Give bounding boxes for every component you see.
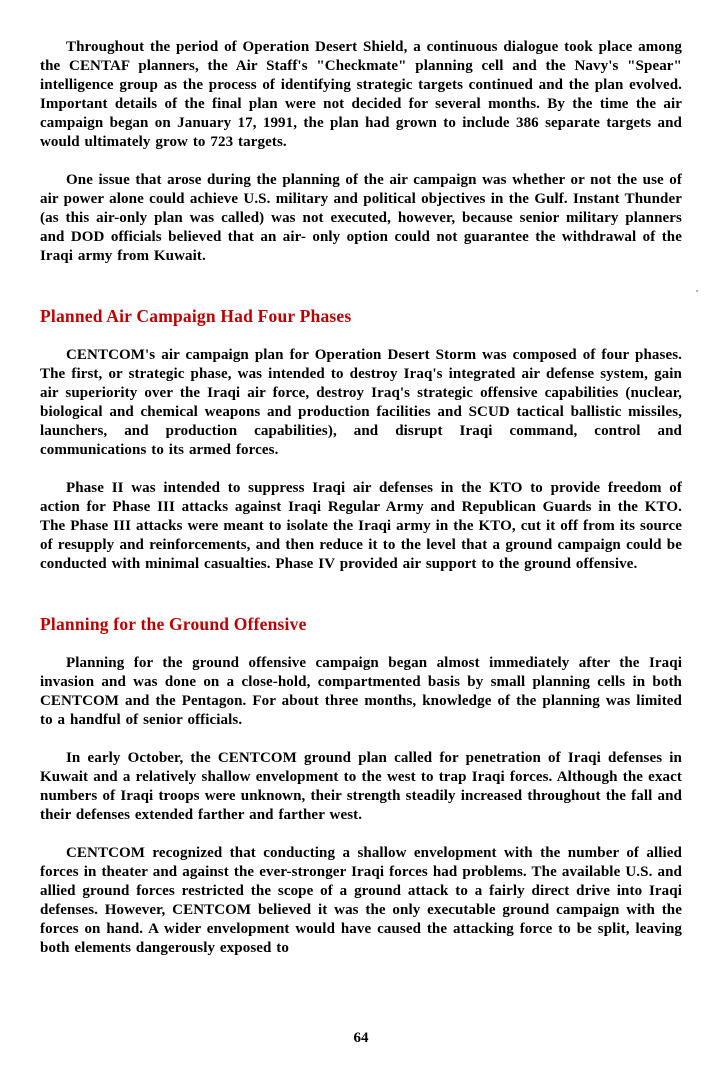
paragraph-desert-shield-dialogue: Throughout the period of Operation Desert Shield, a continuous dialogue took place among the CENTAF planners, the Air Staff's "Checkmate" planning cell and the Navy's "Spear" intelligence group as the process of identifying strategic targets continued and the plan evolved. Important details of the final plan were not decided for several months. By the time the air campaign began on January 17, 1991, the plan had grown to include 386 separate targets and would ultimately grow to 723 targets. [40, 39, 682, 150]
section-heading-ground-offensive: Planning for the Ground Offensive [40, 614, 307, 634]
section-heading-air-campaign-phases: Planned Air Campaign Had Four Phases [40, 306, 352, 326]
paragraph-october-ground-plan: In early October, the CENTCOM ground plan called for penetration of Iraqi defenses in Kuwait and a relatively shallow envelopment to the west to trap Iraqi forces. Although the exact numbers of Iraqi troops were unknown, their strength steadily increased throughout the fall and their defenses extended farther and farther west. [40, 750, 682, 823]
paragraph-shallow-envelopment-problems: CENTCOM recognized that conducting a shallow envelopment with the number of allied forces in theater and against the ever-stronger Iraqi forces had problems. The available U.S. and allied ground forces restricted the scope of a ground attack to a fairly direct drive into Iraqi defenses. However, CENTCOM believed it was the only executable ground campaign with the forces on hand. A wider envelopment would have caused the attacking force to be split, leaving both elements dangerously exposed to [40, 845, 682, 956]
paragraph-phase-two-three-four: Phase II was intended to suppress Iraqi air defenses in the KTO to provide freedom of action for Phase III attacks against Iraqi Regular Army and Republican Guards in the KTO. The Phase III attacks were meant to isolate the Iraqi army in the KTO, cut it off from its source of resupply and reinforcements, and then reduce it to the level that a ground campaign could be conducted with minimal casualties. Phase IV provided air support to the ground offensive. [40, 480, 682, 572]
paragraph-instant-thunder: One issue that arose during the planning of the air campaign was whether or not the use of air power alone could achieve U.S. military and political objectives in the Gulf. Instant Thunder (as this air-only plan was called) was not executed, however, because senior military planners and DOD officials believed that an air- only option could not guarantee the withdrawal of the Iraqi army from Kuwait. [40, 172, 682, 264]
paragraph-ground-offensive-planning: Planning for the ground offensive campaign began almost immediately after the Iraqi invasion and was done on a close-hold, compartmented basis by small planning cells in both CENTCOM and the Pentagon. For about three months, knowledge of the planning was limited to a handful of senior officials. [40, 655, 682, 728]
scan-artifact-dot [696, 290, 698, 292]
paragraph-centcom-four-phases: CENTCOM's air campaign plan for Operation Desert Storm was composed of four phases. The first, or strategic phase, was intended to destroy Iraq's integrated air defense system, gain air superiority over the Iraqi air force, destroy Iraq's strategic offensive capabilities (nuclear, biological and chemical weapons and production facilities and SCUD tactical ballistic missiles, launchers, and production capabilities), and disrupt Iraqi command, control and communications to its armed forces. [40, 347, 682, 458]
page-number: 64 [353, 1030, 369, 1046]
